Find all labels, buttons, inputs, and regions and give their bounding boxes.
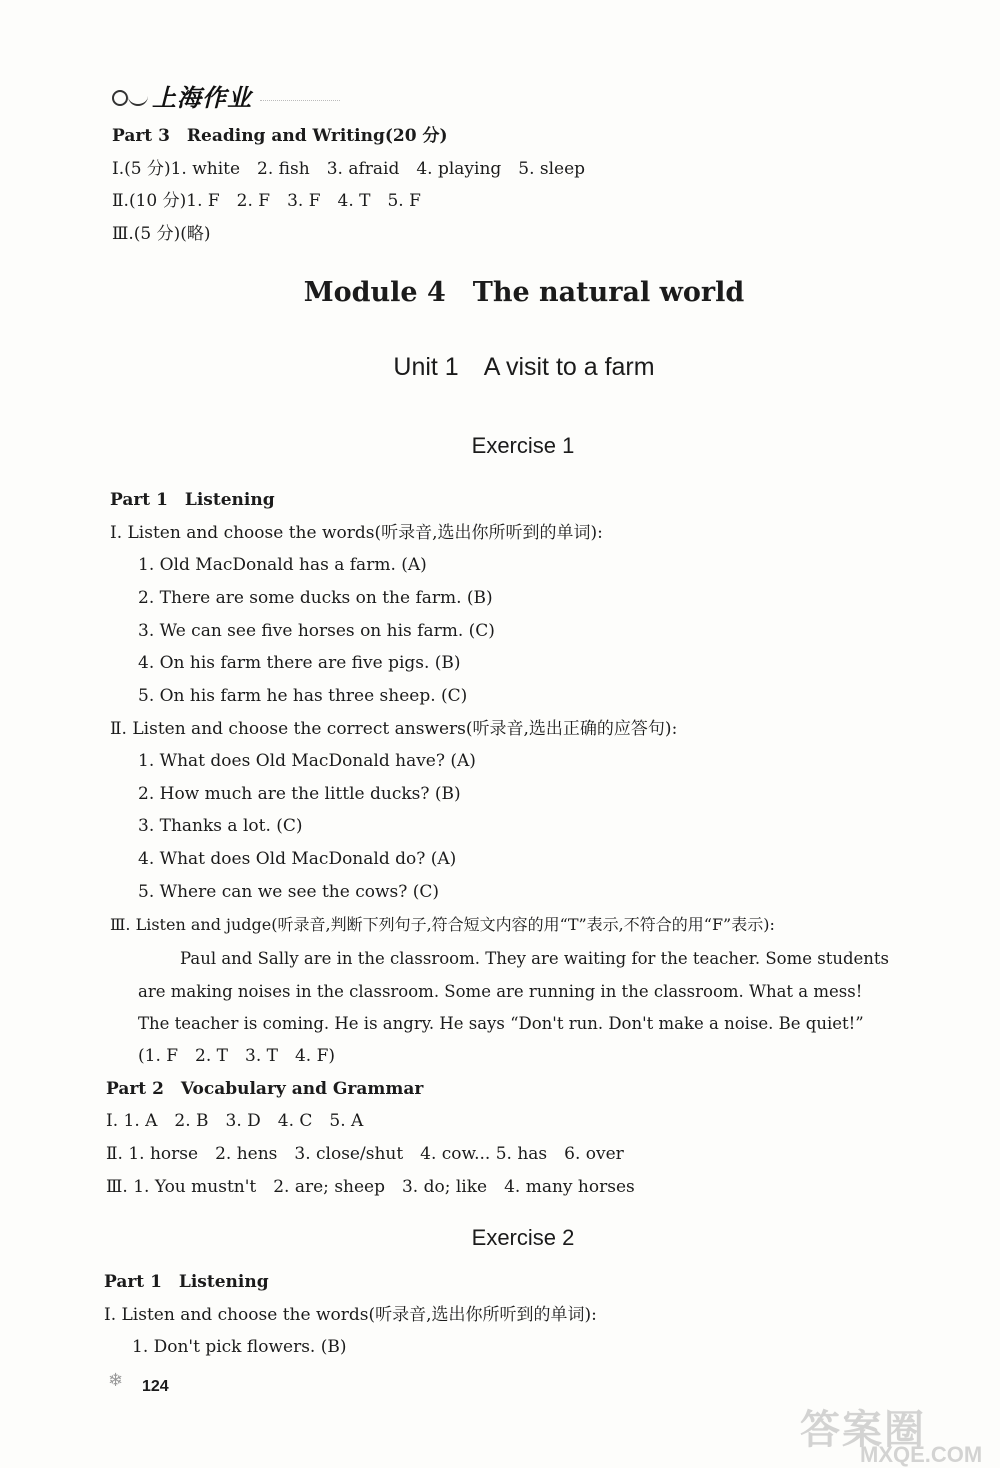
logo-divider: [260, 100, 340, 101]
list-item: 2. How much are the little ducks? (B): [138, 784, 461, 804]
list-item: 1. Old MacDonald has a farm. (A): [138, 555, 427, 575]
series-logo: [108, 78, 340, 113]
list-item: 3. Thanks a lot. (C): [138, 816, 303, 836]
ex1-section-1-instruction: Ⅰ. Listen and choose the words(听录音,选出你所听到的单词):: [110, 523, 603, 543]
passage-answers: (1. F 2. T 3. T 4. F): [138, 1046, 336, 1066]
logo-mascot-icon: [108, 82, 152, 110]
watermark-logo-text: 答案圈: [800, 1407, 926, 1453]
module-title: Module 4 The natural world: [303, 277, 745, 308]
list-item: 2. There are some ducks on the farm. (B): [138, 588, 493, 608]
vocab-line-1: Ⅰ. 1. A 2. B 3. D 4. C 5. A: [106, 1111, 364, 1131]
part3-line-2: Ⅱ.(10 分)1. F 2. F 3. F 4. T 5. F: [112, 191, 421, 211]
ex1-section-2-instruction: Ⅱ. Listen and choose the correct answers(听录音,选出正确的应答句):: [110, 719, 678, 739]
page-number: 124: [142, 1378, 169, 1395]
ex2-part1-heading: Part 1 Listening: [104, 1272, 269, 1292]
list-item: 4. On his farm there are five pigs. (B): [138, 653, 461, 673]
part3-heading: Part 3 Reading and Writing(20 分): [112, 126, 448, 146]
passage-line-2: are making noises in the classroom. Some are running in the classroom. What a mess!: [138, 982, 863, 1001]
exercise-2-title: Exercise 2: [471, 1225, 575, 1250]
watermark-url: MXQE.COM: [860, 1442, 983, 1467]
list-item: 1. Don't pick flowers. (B): [132, 1337, 347, 1357]
list-item: 5. Where can we see the cows? (C): [138, 882, 440, 902]
ex1-part2-heading: Part 2 Vocabulary and Grammar: [106, 1079, 424, 1099]
unit-title: Unit 1 A visit to a farm: [393, 353, 655, 381]
part3-line-1: Ⅰ.(5 分)1. white 2. fish 3. afraid 4. playing 5. sleep: [112, 159, 586, 179]
list-item: 1. What does Old MacDonald have? (A): [138, 751, 476, 771]
ex1-section-3-instruction: Ⅲ. Listen and judge(听录音,判断下列句子,符合短文内容的用“T”表示,不符合的用“F”表示):: [110, 915, 775, 934]
vocab-line-2: Ⅱ. 1. horse 2. hens 3. close/shut 4. cow... 5. has 6. over: [106, 1144, 624, 1164]
list-item: 4. What does Old MacDonald do? (A): [138, 849, 457, 869]
list-item: 5. On his farm he has three sheep. (C): [138, 686, 468, 706]
vocab-line-3: Ⅲ. 1. You mustn't 2. are; sheep 3. do; like 4. many horses: [106, 1177, 635, 1197]
list-item: 3. We can see five horses on his farm. (C): [138, 621, 495, 641]
ex1-part1-heading: Part 1 Listening: [110, 490, 275, 510]
ex2-section-1-instruction: Ⅰ. Listen and choose the words(听录音,选出你所听到的单词):: [104, 1305, 597, 1325]
snowflake-icon: ❄: [108, 1370, 124, 1391]
exercise-1-title: Exercise 1: [471, 433, 575, 458]
logo-text: 上海作业: [152, 84, 252, 112]
passage-line-3: The teacher is coming. He is angry. He says “Don't run. Don't make a noise. Be quiet!”: [138, 1014, 864, 1033]
passage-line-1: Paul and Sally are in the classroom. They are waiting for the teacher. Some students: [180, 949, 890, 968]
watermark: [760, 1400, 1000, 1467]
part3-line-3: Ⅲ.(5 分)(略): [112, 224, 211, 244]
